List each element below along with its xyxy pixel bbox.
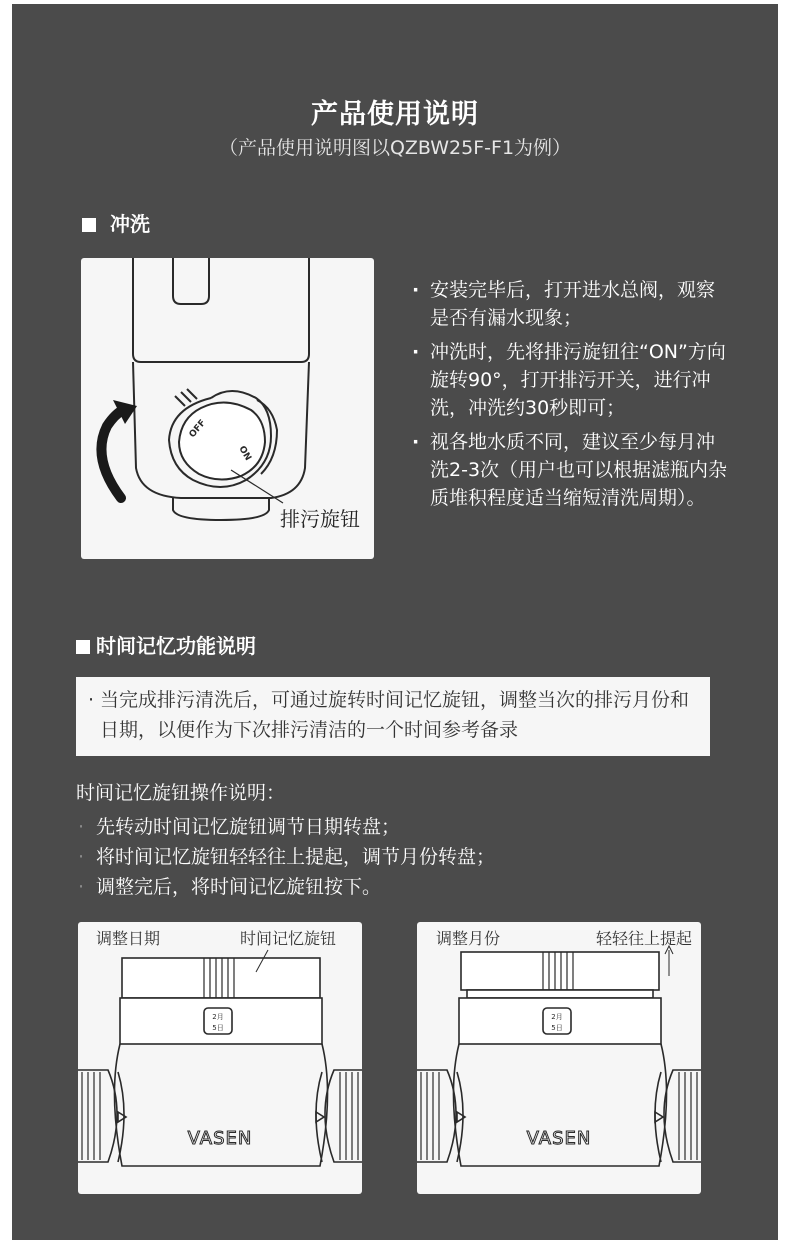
caption-memory-knob: 时间记忆旋钮: [240, 929, 337, 948]
drain-knob-label: 排污旋钮: [280, 507, 360, 531]
month-dial: 2月: [212, 1013, 224, 1021]
valve-front-drawing: [78, 922, 362, 1194]
section-heading-flush: [82, 208, 150, 237]
day-dial: 5日: [551, 1024, 563, 1032]
flush-instructions: [412, 276, 732, 518]
list-item: · 视各地水质不同，建议至少每月冲洗2-3次（用户也可以根据滤瓶内杂质堆积程度适当缩短清洗周期）。: [412, 428, 732, 512]
day-dial: 5日: [212, 1024, 224, 1032]
section-heading-text: 时间记忆功能说明: [96, 634, 256, 658]
adjust-day-illustration: [78, 922, 362, 1194]
caption-lift-up: 轻轻往上提起: [596, 929, 693, 948]
caption-adjust-month: 调整月份: [436, 929, 501, 948]
on-mark: ON: [236, 444, 253, 463]
brand-logo: VASEN: [187, 1128, 253, 1149]
month-dial: 2月: [551, 1013, 563, 1021]
operation-list: [76, 812, 495, 902]
square-bullet-icon: [82, 218, 96, 232]
section-heading-memory: [76, 630, 256, 659]
operation-heading: 时间记忆旋钮操作说明：: [76, 782, 286, 804]
off-mark: OFF: [187, 418, 209, 440]
memory-info-box: [76, 677, 710, 756]
brand-logo: VASEN: [526, 1128, 592, 1149]
page-subtitle: （产品使用说明图以QZBW25F-F1为例）: [218, 137, 572, 159]
square-bullet-icon: [76, 640, 90, 654]
list-item: · 冲洗时，先将排污旋钮往“ON”方向旋转90°，打开排污开关，进行冲洗，冲洗约30秒即可；: [412, 338, 732, 422]
list-item: · 调整完后，将时间记忆旋钮按下。: [76, 872, 495, 902]
valve-front-raised-drawing: [417, 922, 701, 1194]
adjust-month-illustration: [417, 922, 701, 1194]
list-item: · 先转动时间记忆旋钮调节日期转盘；: [76, 812, 495, 842]
list-item: · 安装完毕后，打开进水总阀，观察是否有漏水现象；: [412, 276, 732, 332]
page-title: 产品使用说明: [311, 99, 479, 130]
section-heading-text: 冲洗: [110, 212, 150, 236]
memory-info-text: · 当完成排污清洗后，可通过旋转时间记忆旋钮，调整当次的排污月份和日期，以便作为下次排污清洁的一个时间参考备录: [90, 685, 696, 745]
list-item: · 将时间记忆旋钮轻轻往上提起，调节月份转盘；: [76, 842, 495, 872]
caption-adjust-day: 调整日期: [96, 929, 161, 948]
